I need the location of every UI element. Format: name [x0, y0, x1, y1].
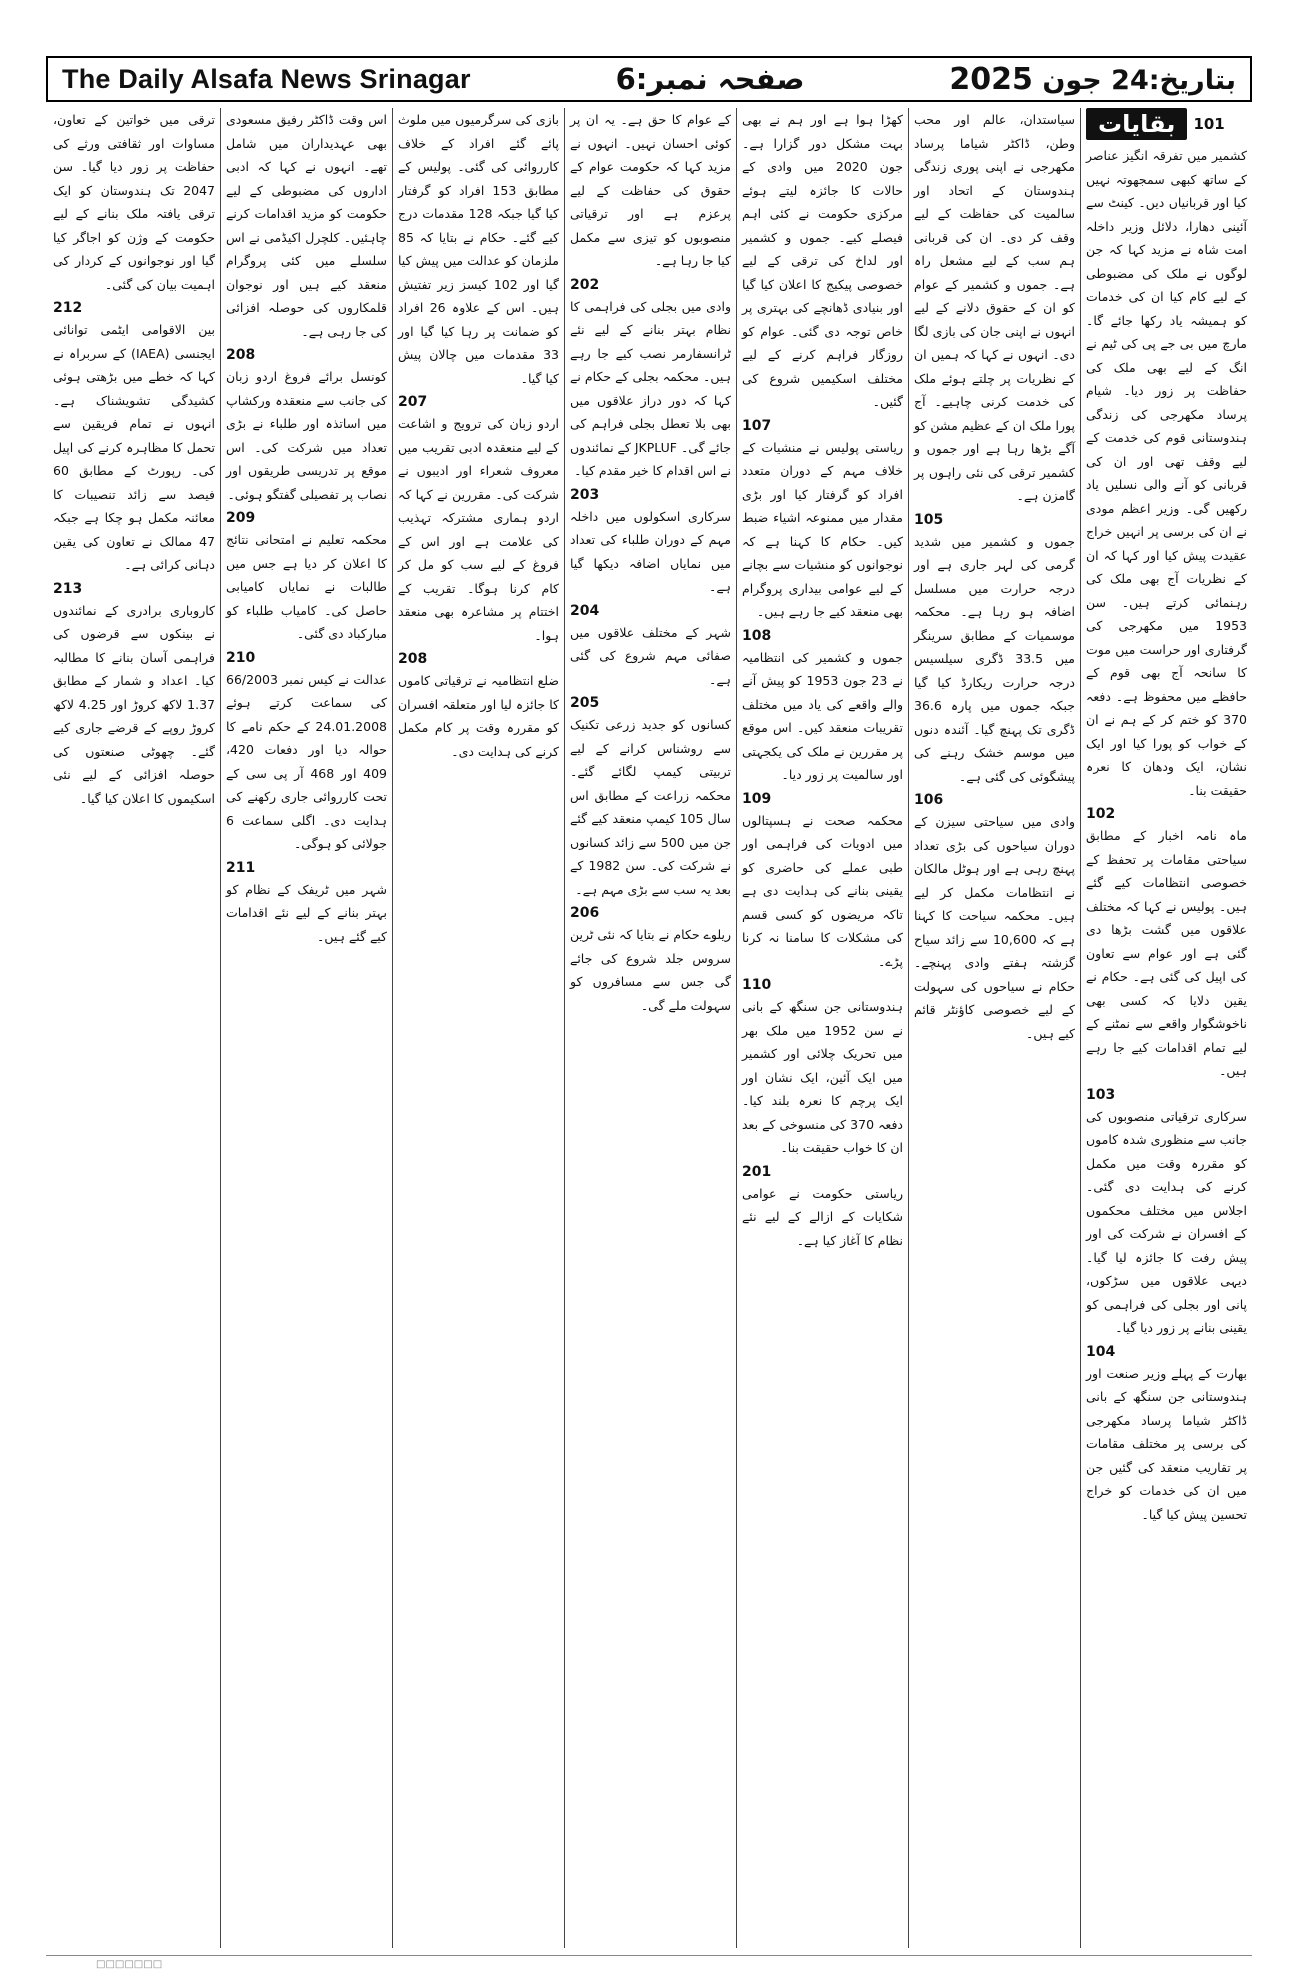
story-number: 208 — [398, 651, 428, 667]
story-text: ریاستی حکومت نے عوامی شکایات کے ازالے کے لیے نئے نظام کا آغاز کیا ہے۔ — [742, 1185, 903, 1248]
story-text: ہندوستانی جن سنگھ کے بانی نے سن 1952 میں ملک بھر میں تحریک چلائی اور کشمیر میں ایک آئین، ایک نشان اور ایک پرچم کا نعرہ بلند کیا۔ دفعہ 370 کی منسوخی کے بعد ان کا خواب حقیقت بنا۔ — [742, 999, 903, 1155]
story-text: وادی میں بجلی کی فراہمی کا نظام بہتر بنانے کے لیے نئے ٹرانسفارمر نصب کیے جا رہے ہیں۔ محکمہ بجلی کے حکام نے کہا کہ دور دراز علاقوں میں بھی بلا تعطل بجلی فراہم کی جائے گی۔ JKPLUF کے نمائندوں نے اس اقدام کا خیر مقدم کیا۔ — [570, 298, 732, 478]
column-3 — [736, 108, 908, 1948]
story-number: 211 — [226, 859, 256, 876]
story-text: بازی کی سرگرمیوں میں ملوث پائے گئے افراد کے خلاف کارروائی کی گئی۔ پولیس کے مطابق 153 افراد کو گرفتار کیا گیا جبکہ 128 مقدمات درج کیے گئے۔ حکام نے بتایا کہ 85 ملزمان کو عدالت میں پیش کیا گیا اور 102 کیسز زیر تفتیش ہیں۔ اس کے علاوہ 26 افراد کو ضمانت پر رہا کیا گیا اور 33 مقدمات میں چالان پیش کیا گیا۔ — [398, 112, 560, 386]
story-text: بین الاقوامی ایٹمی توانائی ایجنسی (IAEA) کے سربراہ نے کہا کہ خطے میں بڑھتی ہوئی کشیدگی تشویشناک ہے۔ انہوں نے تمام فریقین سے تحمل کا مظاہرہ کرنے کی اپیل کی۔ رپورٹ کے مطابق 60 فیصد سے زائد تنصیبات کا معائنہ مکمل ہو چکا ہے جبکہ 47 ممالک نے تعاون کی یقین دہانی کرائی ہے۔ — [53, 322, 216, 572]
story-number: 203 — [570, 486, 600, 503]
story-text: اس وقت ڈاکٹر رفیق مسعودی بھی عہدیداران میں شامل تھے۔ انہوں نے کہا کہ ادبی اداروں کی مضبوطی کے لیے حکومت کو مزید اقدامات کرنے چاہئیں۔ کلچرل اکیڈمی نے اس سلسلے میں کئی پروگرام منعقد کیے ہیں اور نوجوان قلمکاروں کی حوصلہ افزائی کی جا رہی ہے۔ — [226, 112, 387, 339]
story-number: 212 — [53, 300, 83, 316]
story-text: سیاستدان، عالم اور محب وطن، ڈاکٹر شیاما پرساد مکھرجی نے اپنی پوری زندگی ہندوستان کے اتحاد اور سالمیت کی حفاظت کے لیے وقف کر دی۔ ان کی قربانی ہم سب کے لیے مشعل راہ ہے۔ جموں و کشمیر کے عوام کو ان کے حقوق دلانے کے لیے انہوں نے اپنی جان کی بازی لگا دی۔ انہوں نے کہا کہ ہمیں ان کے نظریات پر چلتے ہوئے ملک کی خدمت کرنی چاہیے۔ آج پورا ملک ان کے عظیم مشن کو آگے بڑھا رہا ہے اور جموں و کشمیر ترقی کی نئی راہوں پر گامزن ہے۔ — [914, 112, 1075, 503]
story-number: 208 — [226, 347, 256, 363]
masthead — [46, 56, 1252, 102]
column-6 — [220, 108, 392, 1948]
story-text: کھڑا ہوا ہے اور ہم نے بھی بہت مشکل دور گزارا ہے۔ جون 2020 میں وادی کے حالات کا جائزہ لیتے ہوئے مرکزی حکومت نے کئی اہم فیصلے کیے۔ جموں و کشمیر اور لداخ کی ترقی کے لیے خصوصی پیکیج کا اعلان کیا گیا اور بنیادی ڈھانچے کی بہتری پر خاص توجہ دی گئی۔ عوام کو روزگار فراہم کرنے کے لیے مختلف اسکیمیں شروع کی گئیں۔ — [742, 112, 903, 409]
story-text: کونسل برائے فروغ اردو زبان کی جانب سے منعقدہ ورکشاپ میں اساتذہ اور طلباء نے بڑی تعداد میں شرکت کی۔ اس موقع پر تدریسی طریقوں اور نصاب پر تفصیلی گفتگو ہوئی۔ — [226, 369, 387, 502]
story-number: 207 — [398, 394, 428, 410]
story-text: محکمہ صحت نے ہسپتالوں میں ادویات کی فراہمی اور طبی عملے کی حاضری کو یقینی بنانے کی ہدایت دی ہے تاکہ مریضوں کو کسی قسم کی مشکلات کا سامنا نہ کرنا پڑے۔ — [742, 812, 903, 969]
story-number: 202 — [570, 276, 600, 293]
story-text: جموں و کشمیر کی انتظامیہ نے 23 جون 1953 کو پیش آنے والے واقعے کی یاد میں مختلف تقریبات منعقد کیں۔ اس موقع پر مقررین نے ملک کی یکجہتی اور سالمیت پر زور دیا۔ — [742, 649, 904, 782]
article-columns — [46, 108, 1252, 1948]
story-number: 209 — [226, 510, 256, 526]
story-text: وادی میں سیاحتی سیزن کے دوران سیاحوں کی بڑی تعداد پہنچ رہی ہے اور ہوٹل مالکان نے انتظامات مکمل کر لیے ہیں۔ محکمہ سیاحت کا کہنا ہے کہ 10,600 سے زائد سیاح گزشتہ ہفتے وادی پہنچے۔ حکام نے سیاحوں کی سہولت کے لیے خصوصی کاؤنٹر قائم کیے ہیں۔ — [914, 814, 1075, 1041]
story-number: 107 — [742, 417, 772, 434]
column-7 — [48, 108, 220, 1948]
story-text: شہر کے مختلف علاقوں میں صفائی مہم شروع کی گئی ہے۔ — [570, 624, 731, 687]
story-number: 205 — [570, 695, 600, 711]
column-2 — [908, 108, 1080, 1948]
issue-date — [949, 62, 1236, 97]
story-number: 105 — [914, 511, 944, 528]
story-number: 101 — [1193, 115, 1225, 133]
story-number: 106 — [914, 792, 944, 808]
section-title: بقایات — [1086, 108, 1187, 140]
story-number: 109 — [742, 790, 772, 807]
paper-name: The Daily Alsafa News Srinagar — [62, 63, 471, 94]
story-text: بھارت کے پہلے وزیر صنعت اور ہندوستانی جن سنگھ کے بانی ڈاکٹر شیاما پرساد مکھرجی کی برسی پر مختلف مقامات پر تقاریب منعقد کی گئیں جن میں ان کی خدمات کو خراج تحسین پیش کیا گیا۔ — [1086, 1365, 1247, 1522]
footer-label: □□□□□□□ — [96, 1959, 163, 1970]
story-text: اردو زبان کی ترویج و اشاعت کے لیے منعقدہ ادبی تقریب میں معروف شعراء اور ادیبوں نے شرکت کی۔ مقررین نے کہا کہ اردو ہماری مشترکہ تہذیب کی علامت ہے اور اس کے فروغ کے لیے سب کو مل کر کام کرنا ہوگا۔ تقریب کے اختتام پر مشاعرہ بھی منعقد ہوا۔ — [398, 416, 559, 643]
story-number: 201 — [742, 1163, 772, 1180]
story-text: کے عوام کا حق ہے۔ یہ ان پر کوئی احسان نہیں۔ انہوں نے مزید کہا کہ حکومت عوام کے حقوق کی حفاظت کے لیے پرعزم ہے اور ترقیاتی منصوبوں کو تیزی سے مکمل کیا جا رہا ہے۔ — [570, 112, 731, 268]
story-text: کاروباری برادری کے نمائندوں نے بینکوں سے قرضوں کی فراہمی آسان بنانے کا مطالبہ کیا۔ اعداد و شمار کے مطابق 1.37 لاکھ کروڑ اور 4.25 لاکھ کروڑ روپے کے قرضے جاری کیے گئے۔ چھوٹی صنعتوں کی حوصلہ افزائی کے لیے نئی اسکیموں کا اعلان کیا گیا۔ — [53, 602, 216, 806]
story-text: ماہ نامہ اخبار کے مطابق سیاحتی مقامات پر تحفظ کے خصوصی انتظامات کیے گئے ہیں۔ پولیس نے کہا کہ مختلف علاقوں میں گشت بڑھا دی گئی ہے اور عوام سے تعاون کی اپیل کی گئی ہے۔ حکام نے یقین دلایا کہ کسی بھی ناخوشگوار واقعے سے نمٹنے کے لیے تمام اقدامات کیے جا رہے ہیں۔ — [1086, 828, 1247, 1078]
story-text: ضلع انتظامیہ نے ترقیاتی کاموں کا جائزہ لیا اور متعلقہ افسران کو مقررہ وقت پر کام مکمل کرنے کی ہدایت دی۔ — [398, 673, 559, 759]
story-text: ریاستی پولیس نے منشیات کے خلاف مہم کے دوران متعدد افراد کو گرفتار کیا اور بڑی مقدار میں ممنوعہ اشیاء ضبط کیں۔ حکام کا کہنا ہے کہ نوجوانوں کو منشیات سے بچانے کے لیے عوامی بیداری پروگرام بھی منعقد کیے جا رہے ہیں۔ — [742, 439, 903, 619]
story-number: 110 — [742, 977, 772, 993]
story-text: عدالت نے کیس نمبر 66/2003 کی سماعت کرتے ہوئے 24.01.2008 کے حکم نامے کا حوالہ دیا اور دفعات 420، 409 اور 468 آر پی سی کے تحت کارروائی جاری رکھنے کی ہدایت دی۔ اگلی سماعت 6 جولائی کو ہوگی۔ — [226, 671, 387, 851]
column-5 — [392, 108, 564, 1948]
story-text: کسانوں کو جدید زرعی تکنیک سے روشناس کرانے کے لیے تربیتی کیمپ لگائے گئے۔ محکمہ زراعت کے مطابق اس سال 105 کیمپ منعقد کیے گئے جن میں 500 سے زائد کسانوں نے شرکت کی۔ سن 1982 کے بعد یہ سب سے بڑی مہم ہے۔ — [570, 717, 732, 897]
story-text: ترقی میں خواتین کے تعاون، مساوات اور ثقافتی ورثے کی حفاظت پر زور دیا گیا۔ سن 2047 تک ہندوستان کو ایک ترقی یافتہ ملک بنانے کے لیے حکومت کے وژن کو اجاگر کیا گیا اور نوجوانوں کے کردار کی اہمیت بیان کی گئی۔ — [53, 112, 215, 292]
story-text: کشمیر میں تفرقہ انگیز عناصر کے ساتھ کبھی سمجھوتہ نہیں کیا اور قربانیاں دیں۔ کینٹ سے آئینی دھارا، دلائل وزیر داخلہ امت شاہ نے مزید کہا کہ جن لوگوں نے ملک کی مضبوطی کے لیے کام کیا ان کی خدمات کو ہمیشہ یاد رکھا جائے گا۔ مارچ میں بی جے پی کی ٹیم نے انگ کے لیے بھی ملک کی حفاظت پر زور دیا۔ شیام پرساد مکھرجی کی زندگی ہندوستانی قوم کی خدمت کے لیے وقف تھی اور ان کی قربانی کو آنے والی نسلیں یاد رکھیں گی۔ وزیر اعظم مودی نے ان کی برسی پر انہیں خراج عقیدت پیش کیا اور کہا کہ ان کے نظریات آج بھی ملک کی رہنمائی کرتے ہیں۔ سن 1953 میں مکھرجی کی گرفتاری اور حراست میں موت کا سانحہ آج بھی قوم کے حافظے میں محفوظ ہے۔ دفعہ 370 کو ختم کر کے ہم نے ان کے خواب کو پورا کیا اور ایک نشان، ایک ودھان کا نعرہ حقیقت بنا۔ — [1086, 148, 1247, 798]
section-banner — [1086, 108, 1247, 140]
column-1 — [1080, 108, 1252, 1948]
story-number: 102 — [1086, 806, 1116, 822]
story-text: شہر میں ٹریفک کے نظام کو بہتر بنانے کے لیے نئے اقدامات کیے گئے ہیں۔ — [226, 881, 387, 944]
story-number: 206 — [570, 905, 600, 921]
story-number: 108 — [742, 627, 772, 644]
story-text: سرکاری اسکولوں میں داخلہ مہم کے دوران طلباء کی تعداد میں نمایاں اضافہ دیکھا گیا ہے۔ — [570, 508, 731, 594]
story-text: ریلوے حکام نے بتایا کہ نئی ٹرین سروس جلد شروع کی جائے گی جس سے مسافروں کو سہولت ملے گی۔ — [570, 927, 731, 1013]
story-number: 210 — [226, 649, 256, 666]
story-text: جموں و کشمیر میں شدید گرمی کی لہر جاری ہے اور درجہ حرارت میں مسلسل اضافہ ہو رہا ہے۔ محکمہ موسمیات کے مطابق سرینگر میں 33.5 ڈگری سیلسیس درجہ حرارت ریکارڈ کیا گیا جبکہ جموں میں پارہ 36.6 ڈگری تک پہنچ گیا۔ آئندہ دنوں میں موسم خشک رہنے کی پیشگوئی کی گئی ہے۔ — [914, 533, 1075, 784]
story-number: 104 — [1086, 1343, 1116, 1360]
footer-divider — [46, 1955, 1252, 1956]
story-number: 204 — [570, 602, 600, 619]
date-text: بتاریخ:24 جون — [1042, 64, 1236, 96]
page-number: صفحہ نمبر:6 — [615, 62, 805, 96]
story-number: 103 — [1086, 1086, 1116, 1103]
column-4 — [564, 108, 736, 1948]
story-text: محکمہ تعلیم نے امتحانی نتائج کا اعلان کر دیا ہے جس میں طالبات نے نمایاں کامیابی حاصل کی۔ کامیاب طلباء کو مبارکباد دی گئی۔ — [226, 532, 387, 641]
story-number: 213 — [53, 580, 83, 597]
story-text: سرکاری ترقیاتی منصوبوں کی جانب سے منظوری شدہ کاموں کو مقررہ وقت میں مکمل کرنے کی ہدایت دی گئی۔ اجلاس میں مختلف محکموں کے افسران نے شرکت کی اور پیش رفت کا جائزہ لیا گیا۔ دیہی علاقوں میں سڑکوں، پانی اور بجلی کی فراہمی کو یقینی بنانے پر زور دیا گیا۔ — [1086, 1108, 1247, 1335]
date-year: 2025 — [949, 61, 1033, 97]
